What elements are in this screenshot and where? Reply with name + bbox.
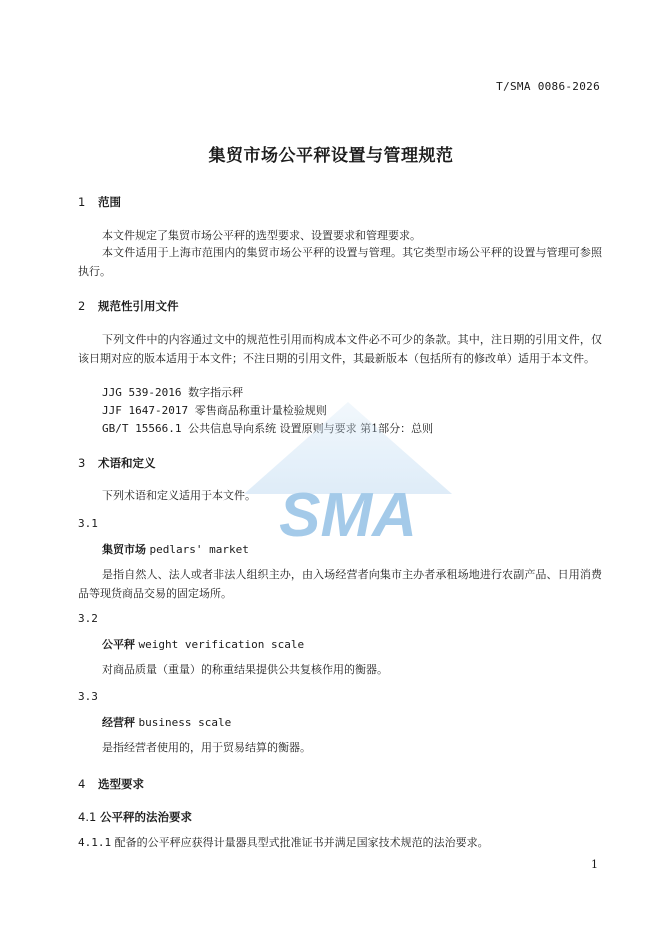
reference-title: 公共信息导向系统 设置原则与要求 第1部分：总则 (188, 422, 434, 435)
section-2-heading (78, 298, 179, 314)
document-code: T/SMA 0086-2026 (496, 80, 600, 93)
subsection-heading (78, 809, 192, 825)
section-number: 3 (78, 456, 86, 470)
section-number: 2 (78, 299, 86, 313)
term-definition: 是指经营者使用的，用于贸易结算的衡器。 (102, 741, 311, 754)
section-title: 术语和定义 (98, 456, 156, 470)
term-definition: 是指自然人、法人或者非法人组织主办，由入场经营者向集市主办者承租场地进行农副产品、日用消费品等现货商品交易的固定场所。 (78, 568, 602, 600)
term-en: weight verification scale (138, 638, 305, 651)
paragraph: 下列文件中的内容通过文中的规范性引用而构成本文件必不可少的条款。其中，注日期的引用文件，仅该日期对应的版本适用于本文件；不注日期的引用文件，其最新版本（包括所有的修改单）适用于本文件。 (78, 333, 602, 365)
term-zh: 公平秤 (102, 638, 135, 651)
page-number: 1 (591, 858, 598, 871)
term-definition: 对商品质量（重量）的称重结果提供公共复核作用的衡器。 (102, 663, 388, 676)
section-1-heading (78, 194, 121, 210)
document-title: 集贸市场公平秤设置与管理规范 (208, 146, 454, 166)
term-number: 3.3 (78, 690, 98, 703)
term-heading (102, 714, 231, 730)
reference-title: 数字指示秤 (188, 386, 244, 399)
reference-code: JJG 539-2016 (102, 386, 182, 399)
clause-number: 4.1.1 (78, 836, 112, 849)
section-title: 规范性引用文件 (98, 299, 179, 313)
subsection-title: 公平秤的法治要求 (100, 810, 192, 824)
paragraph: 下列术语和定义适用于本文件。 (102, 489, 256, 502)
term-zh: 集贸市场 (102, 543, 146, 556)
term-number: 3.2 (78, 612, 98, 625)
section-4-heading (78, 776, 144, 792)
term-en: pedlars' market (149, 543, 249, 556)
section-number: 4 (78, 777, 86, 791)
subsection-number: 4.1 (78, 810, 97, 824)
term-number: 3.1 (78, 517, 98, 530)
paragraph: 本文件适用于上海市范围内的集贸市场公平秤的设置与管理。其它类型市场公平秤的设置与管理可参照执行。 (78, 246, 602, 278)
section-title: 选型要求 (98, 777, 144, 791)
section-3-heading (78, 455, 156, 471)
paragraph: 本文件规定了集贸市场公平秤的选型要求、设置要求和管理要求。 (102, 229, 421, 242)
reference-title: 零售商品称重计量检验规则 (194, 404, 327, 417)
section-title: 范围 (98, 195, 121, 209)
reference-code: GB/T 15566.1 (102, 422, 182, 435)
term-en: business scale (138, 716, 232, 729)
term-heading (102, 541, 249, 557)
sma-watermark-logo (228, 398, 468, 548)
clause-text: 配备的公平秤应获得计量器具型式批准证书并满足国家技术规范的法治要求。 (114, 836, 489, 849)
clause-paragraph (78, 834, 602, 853)
section-number: 1 (78, 195, 86, 209)
reference-item (102, 384, 243, 402)
watermark-text: SMA (279, 481, 417, 548)
term-heading (102, 636, 304, 652)
reference-code: JJF 1647-2017 (102, 404, 189, 417)
term-zh: 经营秤 (102, 716, 135, 729)
